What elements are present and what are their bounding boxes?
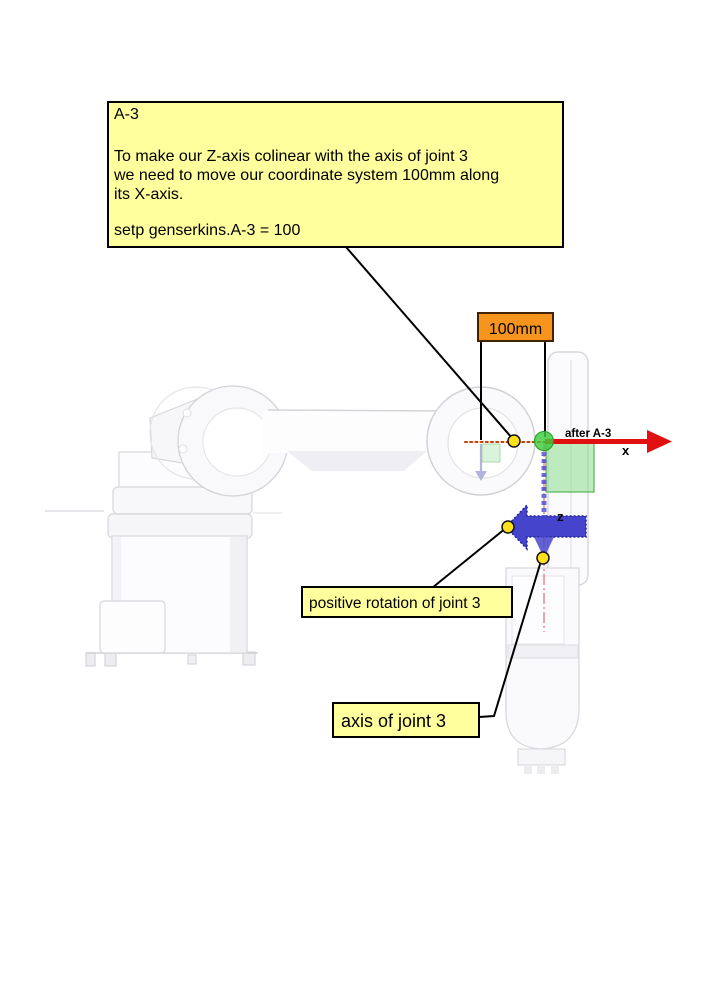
xz-plane-square [546, 443, 594, 492]
after-a3-label: after A-3 [565, 428, 612, 440]
upper-arm-underside [287, 451, 427, 471]
base-collar-lower [108, 514, 252, 538]
note-a3-title: A-3 [114, 106, 139, 123]
wrist-nub [524, 765, 532, 774]
axis-callout [333, 703, 479, 737]
note-a3-body-line: its X-axis. [114, 186, 184, 203]
wrist-band [508, 645, 578, 658]
shoulder-hub [203, 408, 271, 476]
note-a3-callout [108, 102, 563, 247]
shoulder-bolt [183, 409, 191, 417]
displacement-point-marker [508, 435, 520, 447]
wrist-nub [551, 765, 559, 774]
note-leader-line [346, 247, 512, 438]
x-axis-letter: x [622, 443, 630, 458]
z-axis-letter: z [557, 509, 564, 524]
base-cylinder-shade-right [230, 537, 246, 652]
robot-arm [45, 352, 588, 774]
wrist-end-cap [518, 749, 565, 765]
note-a3-command: setp genserkins.A-3 = 100 [114, 222, 301, 239]
axis-point-marker [537, 552, 549, 564]
old-plane-square [482, 444, 500, 462]
base-foot [105, 653, 116, 666]
shoulder-bolt [179, 445, 187, 453]
base-foot [188, 655, 196, 664]
rotation-leader-line [432, 528, 506, 588]
note-a3-body-line: we need to move our coordinate system 100mm along [114, 167, 500, 184]
note-a3-body-line: To make our Z-axis colinear with the axis of joint 3 [114, 148, 468, 165]
upper-arm-top-edge [268, 410, 460, 411]
wrist-nub [537, 765, 545, 774]
x-axis-arrowhead-icon [647, 430, 672, 453]
base-foot [243, 652, 255, 665]
base-foot [86, 653, 95, 666]
dimension-tag [478, 313, 553, 341]
rotation-callout-label: positive rotation of joint 3 [309, 595, 481, 612]
dimension-label: 100mm [488, 321, 543, 338]
axis-callout-label: axis of joint 3 [341, 711, 447, 731]
base-front-panel [100, 601, 165, 653]
rotation-point-marker [502, 521, 514, 533]
rotation-callout [302, 587, 512, 617]
origin-marker-icon [535, 432, 554, 451]
